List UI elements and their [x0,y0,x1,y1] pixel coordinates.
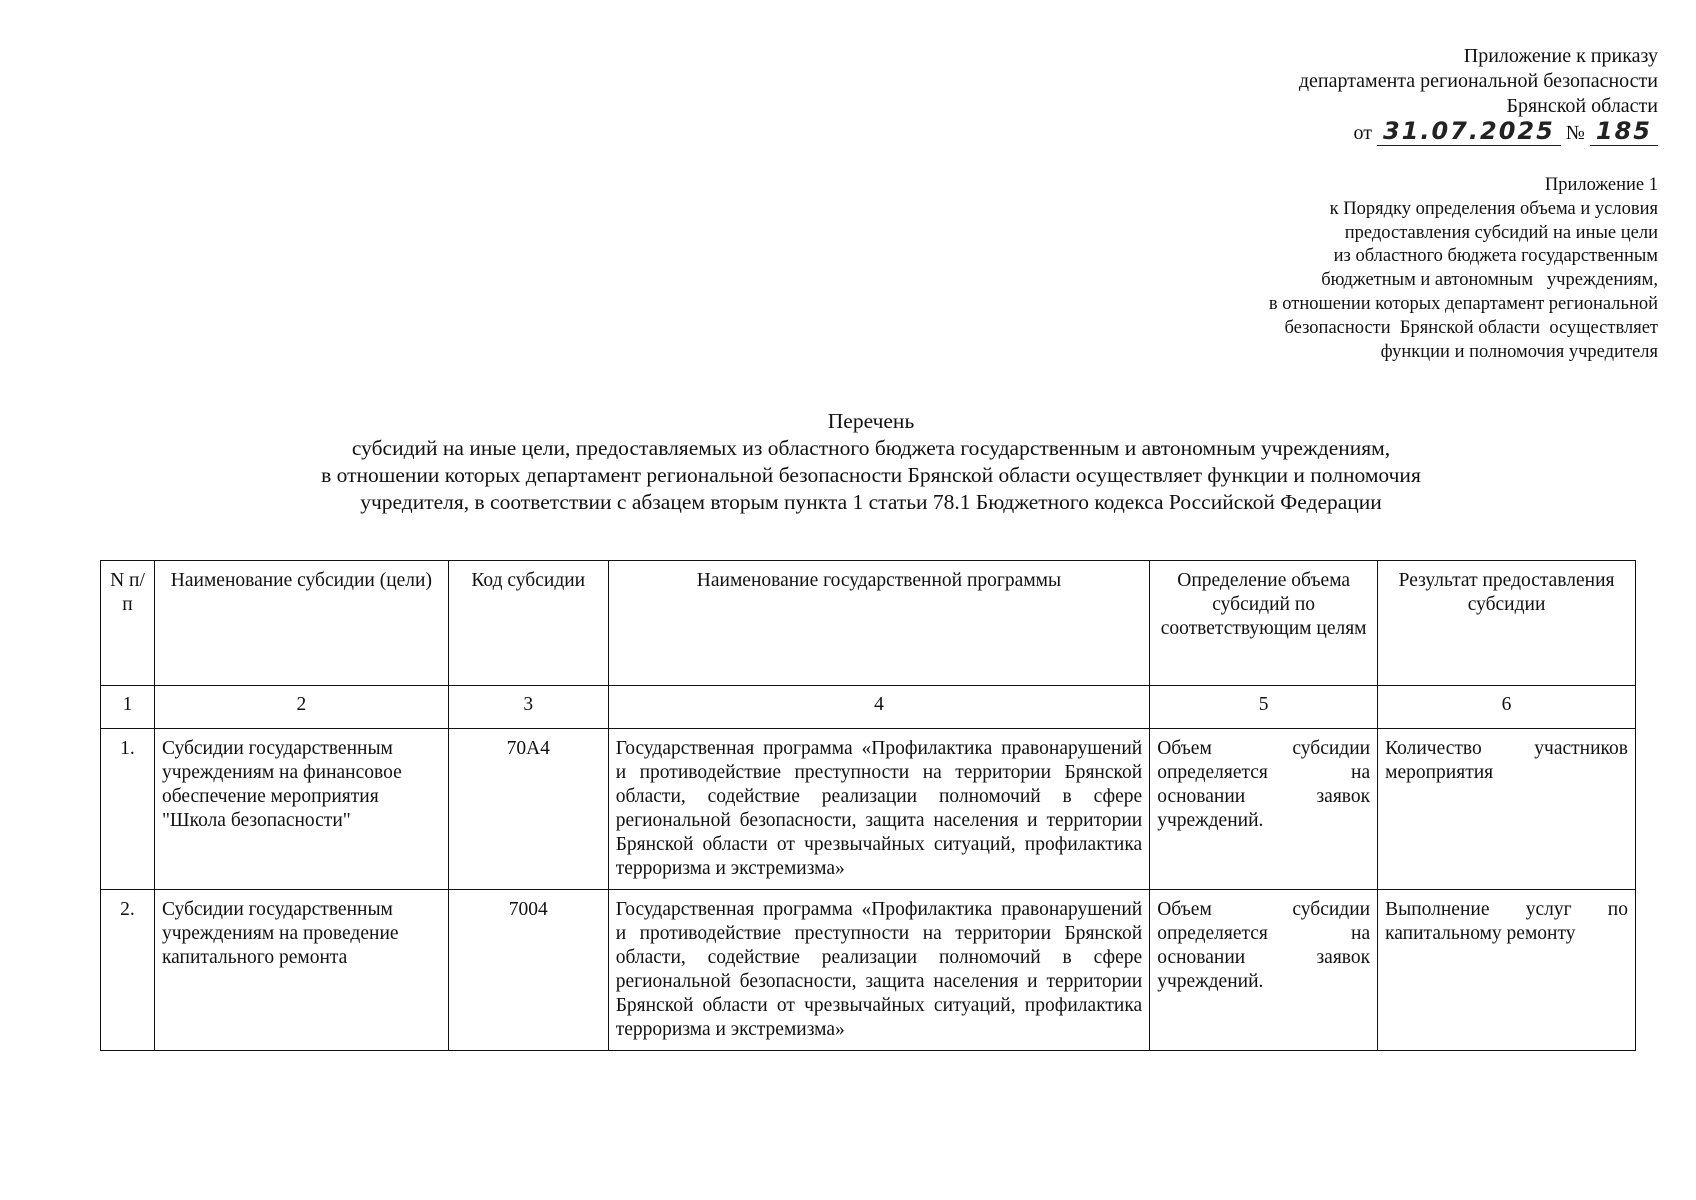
appendix-1-line: к Порядку определения объема и условия [1329,198,1658,219]
subsidy-result: Выполнение услуг по капитальному ремонту [1378,890,1636,1051]
subsidies-table [100,560,1636,1051]
header-number: N п/п [101,561,155,686]
table-row [101,890,1636,1051]
header-line: департамента региональной безопасности [1298,70,1658,92]
column-number: 3 [448,686,608,729]
subsidy-name: Субсидии государственным учреждениям на финансовое обеспечение мероприятия "Школа безопасности" [154,729,448,890]
subsidy-name: Субсидии государственным учреждениям на проведение капитального ремонта [154,890,448,1051]
appendix-1-line: в отношении которых департамент региональной [1268,293,1658,314]
volume-definition: Объем субсидии определяется на основании заявок учреждений. [1150,729,1378,890]
subsidy-code: 70А4 [448,729,608,890]
column-number: 6 [1378,686,1636,729]
appendix-1-line: безопасности Брянской области осуществляет [1284,317,1658,338]
title-line: субсидий на иные цели, предоставляемых из областного бюджета государственным и автономным учреждениям, [351,436,1391,460]
header-subsidy-name: Наименование субсидии (цели) [154,561,448,686]
order-prefix: от [1353,122,1372,144]
row-number: 1. [101,729,155,890]
column-number: 4 [608,686,1150,729]
order-date-handwritten: 31.07.2025 [1377,117,1561,146]
volume-definition: Объем субсидии определяется на основании заявок учреждений. [1150,890,1378,1051]
document-title [0,408,1696,516]
table-row [101,729,1636,890]
subsidy-result: Количество участников мероприятия [1378,729,1636,890]
subsidy-code: 7004 [448,890,608,1051]
header-line: Приложение к приказу [1463,45,1658,67]
program-name: Государственная программа «Профилактика правонарушений и противодействие преступности на территории Брянской области, содействие реализации полномочий в сфере региональной безопасности, защита населения и территории Брянской области от чрезвычайных ситуаций, профилактика терроризма и экстремизма» [608,890,1150,1051]
header-program-name: Наименование государственной программы [608,561,1150,686]
header-volume-definition: Определение объема субсидий по соответствующим целям [1150,561,1378,686]
column-number-row [101,686,1636,729]
appendix-1-line: предоставления субсидий на иные цели [1344,222,1658,243]
order-appendix-header [1038,44,1658,146]
appendix-1-line: из областного бюджета государственным [1333,246,1658,267]
header-subsidy-code: Код субсидии [448,561,608,686]
column-number: 5 [1150,686,1378,729]
appendix-1-line: бюджетным и автономным учреждениям, [1321,270,1658,291]
header-line: Брянской области [1506,95,1658,117]
program-name: Государственная программа «Профилактика правонарушений и противодействие преступности на территории Брянской области, содействие реализации полномочий в сфере региональной безопасности, защита населения и территории Брянской области от чрезвычайных ситуаций, профилактика терроризма и экстремизма» [608,729,1150,890]
order-reference [1038,119,1658,146]
column-number: 1 [101,686,155,729]
order-number-handwritten: 185 [1590,117,1658,146]
appendix-1-line: Приложение 1 [1544,175,1658,195]
order-number-label: № [1565,122,1585,144]
header-result: Результат предоставления субсидии [1378,561,1636,686]
title-line: учредителя, в соответствии с абзацем вторым пункта 1 статьи 78.1 Бюджетного кодекса Российской Федерации [360,490,1382,514]
row-number: 2. [101,890,155,1051]
title-line: в отношении которых департамент региональной безопасности Брянской области осуществляет функции и полномочия [321,463,1421,487]
appendix-1-line: функции и полномочия учредителя [1380,341,1658,362]
appendix-1-header [1138,174,1658,364]
table-header-row [101,561,1636,686]
title-line: Перечень [827,409,915,433]
column-number: 2 [154,686,448,729]
